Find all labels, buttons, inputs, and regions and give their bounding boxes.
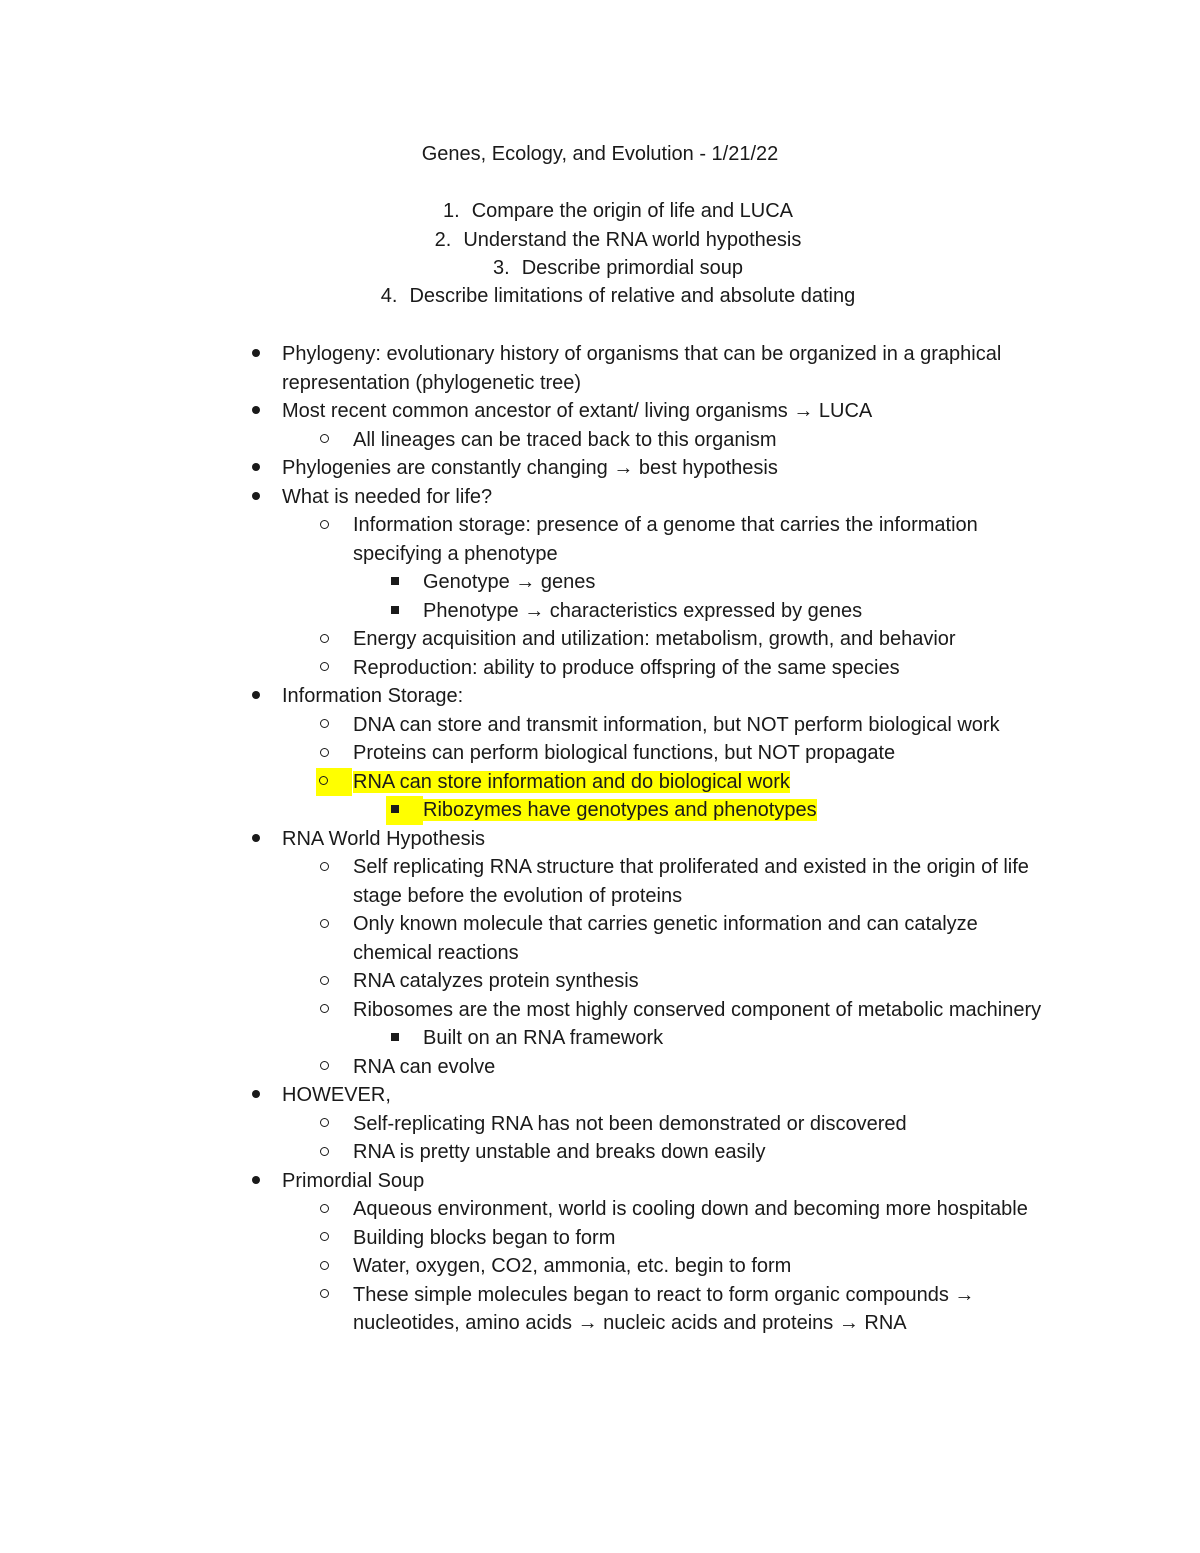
list-item [0,1167,1200,1196]
note-text: Aqueous environment, world is cooling down and becoming more hospitable [353,1198,1028,1220]
note-text: Built on an RNA framework [423,1027,664,1049]
bullet-circle-icon [314,910,334,939]
highlighted-list-item [0,796,1200,825]
list-item [0,1110,1200,1139]
bullet-circle-icon [314,1053,334,1082]
bullet-circle-icon [314,1252,334,1281]
note-text: Primordial Soup [282,1169,425,1192]
list-item [0,1281,1200,1338]
note-text: Information storage: presence of a genome that carries the information specifying a phenotype [353,514,978,565]
highlighted-note-text: RNA can store information and do biological work [353,770,790,793]
list-item [0,1252,1200,1281]
list-item [0,340,1200,397]
bullet-circle-icon [316,768,352,797]
objective-number: 1. [443,200,460,222]
list-item [0,1024,1200,1053]
objective-text: Understand the RNA world hypothesis [463,229,802,251]
list-item [0,597,1200,626]
note-text: Building blocks began to form [353,1226,616,1249]
bullet-circle-icon [314,1138,334,1167]
bullet-circle-icon [314,625,334,654]
objective-number: 4. [380,285,398,307]
bullet-square-icon [385,597,405,626]
objective-text: Describe primordial soup [521,257,743,279]
bullet-dot-icon [246,454,266,483]
note-text: Most recent common ancestor of extant/ living organisms → LUCA [282,400,873,422]
bullet-square-icon [386,796,423,825]
list-item [0,654,1200,683]
note-text: Phylogenies are constantly changing → best hypothesis [282,457,778,479]
objective-text: Compare the origin of life and LUCA [471,200,793,222]
note-text: DNA can store and transmit information, but NOT perform biological work [353,713,1000,736]
bullet-circle-icon [314,853,334,882]
note-text: Energy acquisition and utilization: metabolism, growth, and behavior [353,628,956,650]
note-text: These simple molecules began to react to form organic compounds → nucleotides, amino acids → nucleic acids and proteins → RNA [353,1283,975,1334]
note-text: Phylogeny: evolutionary history of organisms that can be organized in a graphical representation (phylogenetic tree) [282,343,1002,394]
note-text: All lineages can be traced back to this organism [353,428,777,451]
objective-number: 3. [493,257,510,279]
list-item [0,853,1200,910]
bullet-circle-icon [314,996,334,1025]
list-item [0,1053,1200,1082]
bullet-square-icon [385,568,405,597]
note-text: Self replicating RNA structure that proliferated and existed in the origin of life stage before the evolution of proteins [353,856,1029,907]
list-item [0,825,1200,854]
list-item [0,426,1200,455]
bullet-dot-icon [246,1167,266,1196]
note-text: Self-replicating RNA has not been demonstrated or discovered [353,1112,907,1135]
list-item [0,711,1200,740]
bullet-dot-icon [246,397,266,426]
bullet-circle-icon [314,1281,334,1310]
list-item [0,1224,1200,1253]
note-text: Ribosomes are the most highly conserved component of metabolic machinery [353,998,1042,1021]
note-text: Proteins can perform biological functions, but NOT propagate [353,742,896,764]
bullet-circle-icon [314,967,334,996]
list-item [0,511,1200,568]
note-text: RNA is pretty unstable and breaks down easily [353,1141,766,1163]
note-text: Only known molecule that carries genetic information and can catalyze chemical reactions [353,913,978,964]
highlighted-list-item [0,768,1200,797]
bullet-circle-icon [314,511,334,540]
list-item [0,910,1200,967]
objective-item [0,254,1200,282]
highlighted-note-text: Ribozymes have genotypes and phenotypes [423,799,817,821]
bullet-dot-icon [246,682,266,711]
note-text: Information Storage: [282,685,464,707]
list-item [0,568,1200,597]
objective-text: Describe limitations of relative and absolute dating [409,285,856,307]
note-text: Phenotype → characteristics expressed by genes [423,599,863,622]
bullet-circle-icon [314,426,334,455]
objective-item [0,282,1200,310]
note-text: HOWEVER, [282,1084,391,1106]
list-item [0,682,1200,711]
bullet-circle-icon [314,1110,334,1139]
note-text: Water, oxygen, CO2, ammonia, etc. begin to form [353,1255,792,1277]
bullet-circle-icon [314,711,334,740]
bullet-dot-icon [246,483,266,512]
list-item [0,967,1200,996]
bullet-dot-icon [246,1081,266,1110]
list-item [0,739,1200,768]
note-text: RNA can evolve [353,1055,496,1078]
bullet-circle-icon [314,739,334,768]
list-item [0,1081,1200,1110]
bullet-dot-icon [246,340,266,369]
objective-number: 2. [434,229,452,251]
note-text: RNA catalyzes protein synthesis [353,970,639,992]
note-text: Reproduction: ability to produce offspring of the same species [353,656,900,679]
objective-item [0,197,1200,225]
bullet-circle-icon [314,654,334,683]
objective-item [0,226,1200,254]
note-text: What is needed for life? [282,485,493,508]
bullet-circle-icon [314,1195,334,1224]
bullet-dot-icon [246,825,266,854]
note-text: Genotype → genes [423,571,596,593]
list-item [0,454,1200,483]
bullet-circle-icon [314,1224,334,1253]
document-title: Genes, Ecology, and Evolution - 1/21/22 [421,143,779,165]
list-item [0,397,1200,426]
notes-list [0,340,1200,1338]
list-item [0,1195,1200,1224]
list-item [0,483,1200,512]
bullet-square-icon [385,1024,405,1053]
note-text: RNA World Hypothesis [282,827,486,850]
list-item [0,625,1200,654]
list-item [0,996,1200,1025]
list-item [0,1138,1200,1167]
